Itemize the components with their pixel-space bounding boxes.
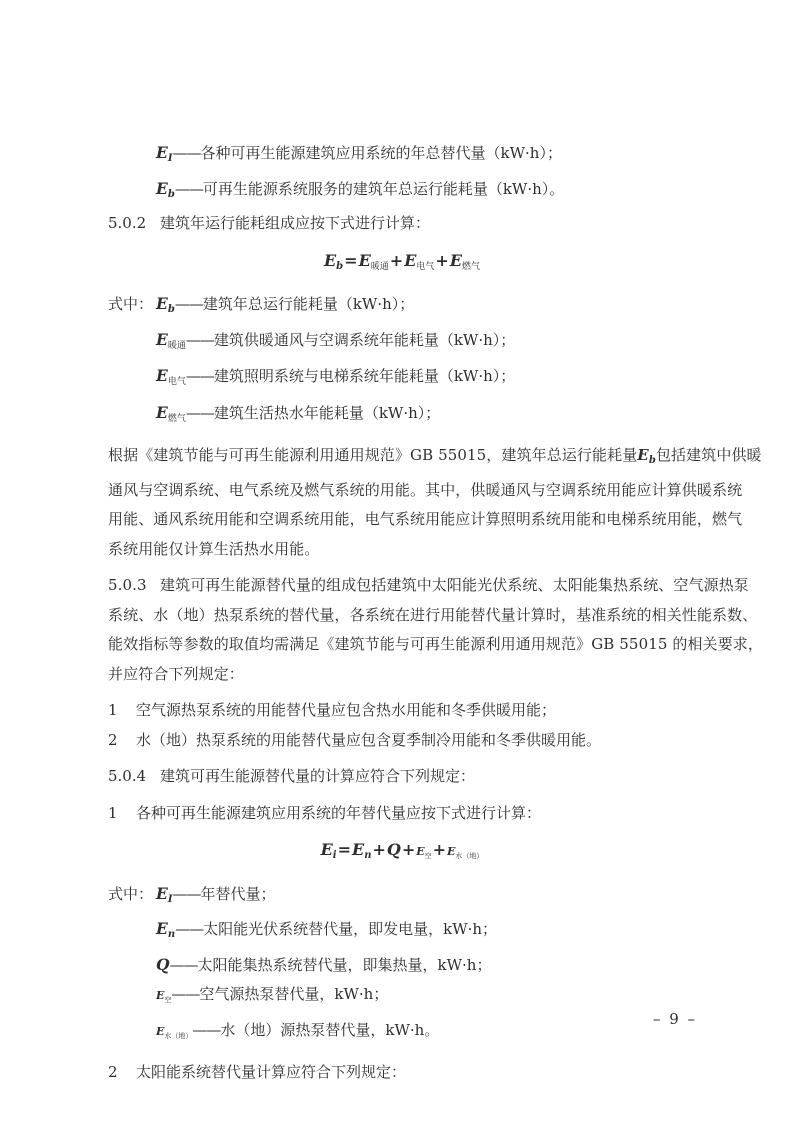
definition-row: [108, 174, 696, 210]
equation-term-subscript: 水（地）: [455, 852, 484, 860]
definition-dash: ——: [192, 1020, 221, 1039]
equation-equals: =: [337, 840, 351, 859]
equation-plus: +: [389, 250, 404, 270]
definition-text: 空气源热泵替代量，kW·h；: [199, 985, 389, 1003]
clause-line-text: 建筑可再生能源替代量的组成包括建筑中太阳能光伏系统、太阳能集热系统、空气源热泵: [160, 576, 749, 594]
equation-ei: [108, 835, 696, 872]
symbol-E-gas: $E_{燃气}$: [156, 402, 186, 424]
inline-symbol-Eb: $E_b$: [637, 446, 656, 466]
list-item-text: 各种可再生能源建筑应用系统的年替代量应按下式进行计算：: [136, 803, 542, 822]
definition-list-5-0-2: [108, 289, 696, 434]
definition-row: [108, 914, 696, 950]
symbol-E-n: En: [156, 919, 176, 940]
symbol-E-hvac: $E_{暖通}$: [156, 329, 186, 351]
equation-term-subscript: 电气: [416, 261, 435, 272]
list-item-503-2: [108, 726, 696, 756]
equation-term-subscript: 燃气: [462, 261, 481, 272]
equation-lhs: Eb: [323, 250, 344, 272]
definition-dash: ——: [171, 985, 200, 1003]
list-item-number: 1: [108, 803, 118, 822]
definition-text: 建筑供暖通风与空调系统年能耗量（kW·h）；: [213, 330, 516, 349]
equation-term-1: $E_{暖通}$: [358, 250, 389, 272]
page-number-footer: [0, 1010, 800, 1028]
equation-term-2: $E_{电气}$: [404, 250, 435, 272]
symbol-subscript: b: [167, 188, 175, 200]
list-item-text: 水（地）热泵系统的用能替代量应包含夏季制冷用能和冬季供暖用能。: [136, 730, 602, 749]
definition-lead: 式中：: [108, 295, 154, 313]
equation-term-3: $E_{燃气}$: [449, 250, 481, 272]
definition-dash: ——: [174, 179, 203, 198]
clause-5-0-2: [108, 209, 696, 239]
paragraph-line-text: 根据《建筑节能与可再生能源利用通用规范》GB 55015，建筑年总运行能耗量: [108, 446, 638, 464]
definition-lead: 式中：: [108, 884, 154, 903]
list-item-text: 太阳能系统替代量计算应符合下列规定：: [136, 1063, 407, 1081]
list-item-number: 1: [108, 701, 118, 719]
clause-number: 5.0.3: [108, 576, 147, 594]
definition-row: [108, 289, 696, 325]
definition-row: [108, 325, 696, 362]
equation-term-3: $E_空$: [416, 845, 432, 860]
definition-row: [108, 950, 696, 981]
definition-dash: ——: [169, 955, 198, 974]
symbol-subscript: 电气: [167, 377, 186, 387]
definition-text: 建筑照明系统与电梯系统年能耗量（kW·h）；: [213, 367, 516, 385]
definition-text: 年替代量；: [200, 884, 276, 903]
symbol-E-I: EI: [156, 883, 173, 905]
equation-plus: +: [372, 840, 386, 859]
equation-plus: +: [432, 840, 447, 859]
definition-text: 建筑年总运行能耗量（kW·h）；: [202, 295, 415, 313]
equation-lhs-subscript: b: [336, 260, 344, 272]
clause-number: 5.0.4: [108, 767, 147, 785]
page-content: [108, 138, 763, 1088]
definition-dash: ——: [185, 403, 214, 422]
definition-list-top: [108, 138, 696, 209]
clause-text: 建筑年运行能耗组成应按下式进行计算：: [160, 214, 431, 232]
equation-term-subscript: 空: [424, 852, 432, 860]
definition-text: 太阳能集热系统替代量，即集热量，kW·h；: [197, 955, 492, 974]
clause-line: [108, 571, 749, 601]
paragraph-line: 系统用能仅计算生活热水用能。: [108, 539, 320, 558]
paragraph-gb55015: [108, 441, 762, 564]
equation-eb: [108, 246, 696, 283]
definition-dash: ——: [174, 295, 203, 313]
list-item-number: 2: [108, 1063, 118, 1081]
symbol-E-air: $E_空$: [156, 989, 172, 1004]
definition-dash: ——: [185, 330, 214, 349]
symbol-E-I: EI: [156, 143, 173, 164]
definition-row: [108, 879, 696, 915]
equation-lhs-subscript: i: [332, 850, 337, 861]
equation-term-4: $E_{水(地)}$: [447, 845, 484, 860]
definition-dash: ——: [175, 920, 204, 938]
symbol-E-b: Eb: [156, 178, 175, 200]
definition-dash: ——: [172, 884, 201, 903]
symbol-subscript: n: [167, 929, 176, 940]
paragraph-line-tail: 包括建筑中供暖: [655, 446, 762, 464]
definition-text: 建筑生活热水年能耗量（kW·h）；: [213, 403, 441, 422]
symbol-subscript: 暖通: [167, 340, 186, 351]
equation-term-subscript: 暖通: [370, 261, 389, 272]
clause-line: 能效指标等参数的取值均需满足《建筑节能与可再生能源利用通用规范》GB 55015 的相关要求，: [108, 635, 763, 653]
equation-plus: +: [435, 250, 449, 270]
clause-5-0-3: [108, 571, 763, 689]
clause-text: 建筑可再生能源替代量的计算应符合下列规定：: [160, 767, 476, 785]
equation-equals: =: [344, 250, 358, 270]
symbol-E-electric: $E_{电气}$: [156, 366, 186, 387]
symbol-E-water-ground: $E_{水(地)}$: [156, 1024, 193, 1040]
list-item-504-2: [108, 1058, 696, 1088]
definition-row: [108, 398, 696, 435]
clause-number: 5.0.2: [108, 214, 147, 232]
clause-line: 系统、水（地）热泵系统的替代量，各系统在进行用能替代量计算时，基准系统的相关性能系数、: [108, 605, 758, 624]
symbol-E-b: Eb: [156, 294, 175, 315]
list-item-text: 空气源热泵系统的用能替代量应包含热水用能和冬季供暖用能；: [136, 701, 557, 719]
paragraph-line: [108, 441, 762, 476]
definition-row: [108, 361, 696, 398]
definition-dash: ——: [185, 367, 214, 385]
clause-line: 并应符合下列规定：: [108, 664, 244, 683]
symbol-Q: Q: [156, 954, 170, 974]
definition-text: 可再生能源系统服务的建筑年总运行能耗量（kW·h）。: [202, 179, 565, 198]
symbol-subscript: I: [167, 893, 173, 905]
symbol-subscript: b: [167, 304, 175, 315]
definition-dash: ——: [172, 144, 201, 162]
equation-term-2: Q: [386, 840, 401, 859]
paragraph-line: 用能、通风系统用能和空调系统用能，电气系统用能应计算照明系统用能和电梯系统用能，燃气: [108, 510, 743, 528]
symbol-subscript: I: [167, 153, 173, 164]
list-item-503-1: [108, 696, 696, 726]
symbol-subscript: 燃气: [167, 413, 186, 424]
clause-5-0-4: [108, 762, 696, 792]
equation-term-subscript: n: [364, 850, 372, 861]
symbol-subscript: 空: [164, 996, 172, 1004]
definition-row: [108, 138, 696, 174]
paragraph-line: 通风与空调系统、电气系统及燃气系统的用能。其中，供暖通风与空调系统用能应计算供暖系统: [108, 480, 743, 499]
equation-plus: +: [401, 840, 416, 859]
definition-text: 水（地）源热泵替代量，kW·h。: [220, 1020, 440, 1039]
equation-term-1: En: [352, 840, 372, 861]
definition-text: 各种可再生能源建筑应用系统的年总替代量（kW·h）；: [200, 144, 562, 162]
list-item-504-1: [108, 799, 696, 829]
inline-symbol-subscript: b: [648, 455, 656, 466]
symbol-subscript: 水（地）: [164, 1031, 193, 1040]
definition-text: 太阳能光伏系统替代量，即发电量，kW·h；: [203, 920, 498, 938]
page-number-text: – 9 –: [652, 1010, 698, 1028]
equation-lhs: Ei: [320, 840, 337, 861]
list-item-number: 2: [108, 730, 118, 749]
